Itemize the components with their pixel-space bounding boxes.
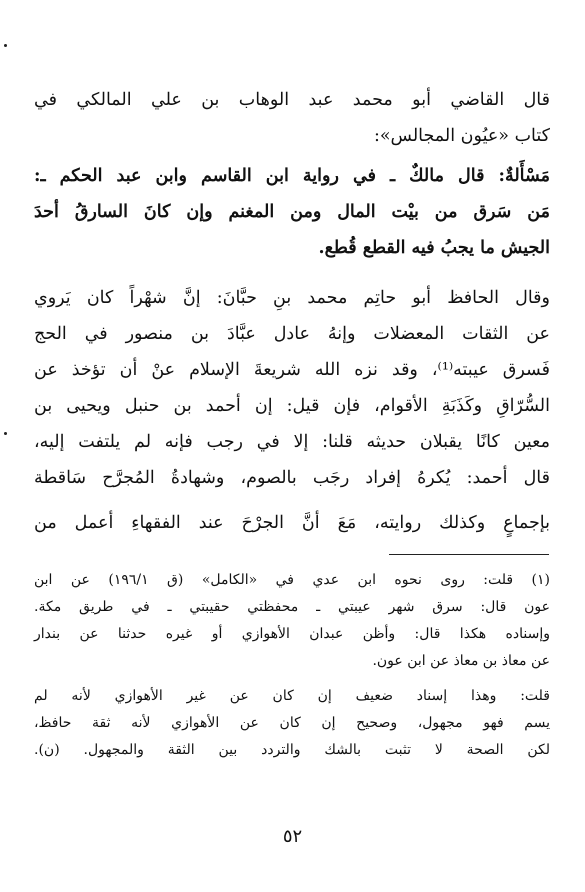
page-number: ٥٢	[282, 826, 303, 847]
main-text-line: عن الثقات المعضلات وإنهُ عادل عبَّادَ بن منصور في الحج	[34, 324, 550, 344]
main-text-line: السُّرّاقِ وكَذَبَةِ الأقوام، فإن قيل: إن أحمد بن حنبل ويحيى بن	[34, 396, 550, 416]
footnote-line: عون قال: سرق شهر عيبتي ـ محفظتي حقيبتي ـ في طريق مكة.	[34, 599, 550, 615]
footnote-line: (١) قلت: روى نحوه ابن عدي في «الكامل» (ق ١٩٦/١) عن ابن	[34, 572, 550, 588]
main-text-line: بإجماعٍ وكذلك روايته، مَعَ أنَّ الجرْحَ عند الفقهاءِ أعمل من	[34, 513, 550, 533]
footnote-line: لكن الصحة لا تثبت بالشك والتردد بين الثقة والمجهول. (ن).	[34, 742, 550, 758]
footnote-line: وإسناده هكذا قال: وأظن عبدان الأهوازي أو غيره حدثنا عن بندار	[34, 626, 550, 642]
main-text-line: وقال الحافظ أبو حاتِم محمد بنِ حبَّانَ: إنَّ شهْراً كان يَروي	[34, 288, 550, 308]
main-text-line: قال القاضي أبو محمد عبد الوهاب بن علي المالكي في	[34, 90, 550, 110]
footnote-line: قلت: وهذا إسناد ضعيف إن كان عن غير الأهوازي لأنه لم	[34, 688, 550, 704]
main-text-line: مَسْأَلةٌ: قال مالكٌ ـ في رواية ابن القاسم وابن عبد الحكم ـ:	[34, 166, 550, 186]
footnote-line: عن معاذ بن معاذ عن ابن عون.	[372, 653, 550, 669]
main-text-line: قال أحمد: يُكرهُ إفراد رجَب بالصوم، وشهادةُ المُجرَّح سَاقطة	[34, 468, 550, 488]
footnote-divider	[389, 554, 549, 555]
footnote-line: يسم فهو مجهول، وصحيح إن كان عن الأهوازي لأنه ثقة حافظ،	[34, 715, 550, 731]
margin-mark	[4, 432, 7, 435]
main-text-line: فَسرق عيبته⁽¹⁾، وقد نزه الله شريعةَ الإسلام عنْ أن تؤخذ عن	[34, 360, 551, 380]
margin-mark	[4, 44, 7, 47]
main-text-line: كتاب «عيُون المجالس»:	[373, 126, 550, 146]
main-text-line: مَن سَرق من بيْت المال ومن المغنم وإن كانَ السارقُ أحدَ	[34, 202, 550, 222]
main-text-line: معين كانًا يقبلان حديثه قلنا: إلا في رجب فإنه لم يلتفت إليه،	[34, 432, 550, 452]
main-text-line: الجيش ما يجبُ فيه القطع قُطع.	[318, 238, 550, 258]
